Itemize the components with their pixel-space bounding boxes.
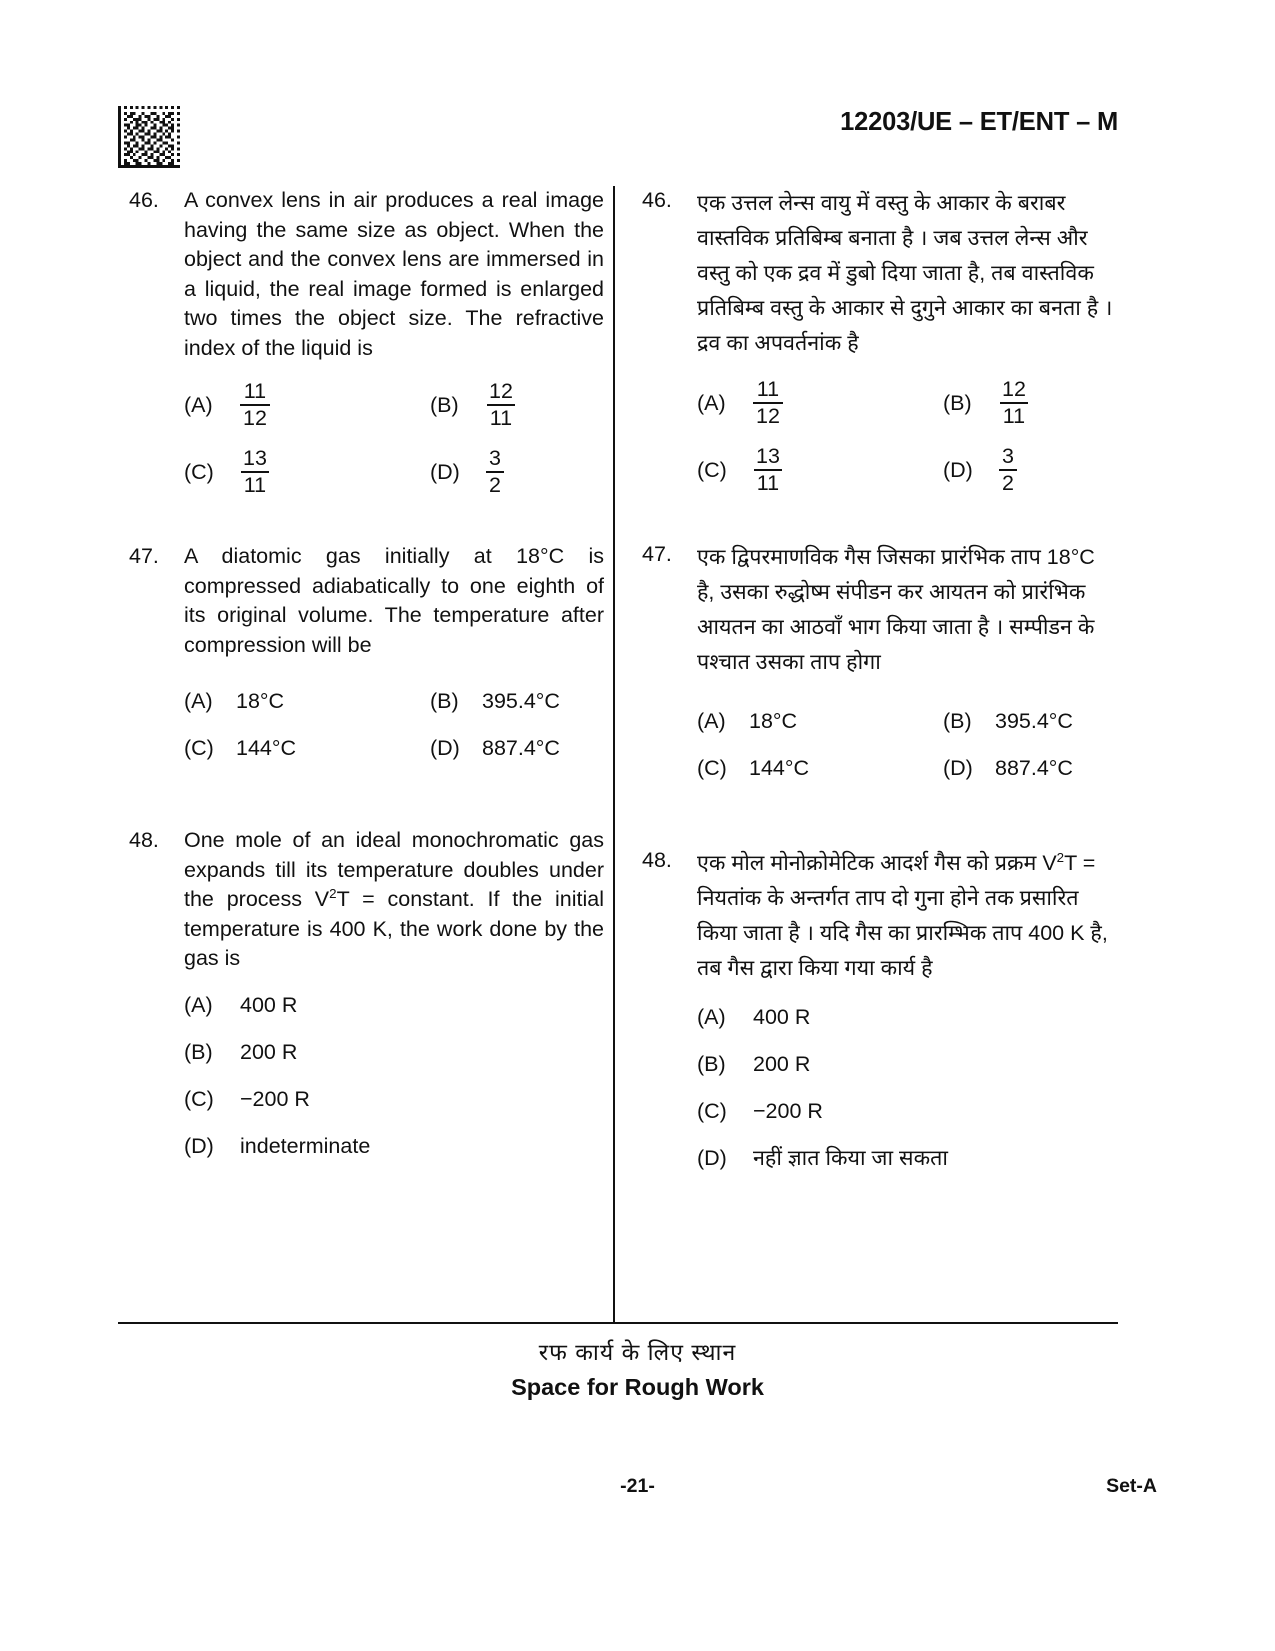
fraction-numerator: 12 xyxy=(1002,377,1026,401)
question-spacer xyxy=(124,780,604,826)
fraction-numerator: 3 xyxy=(1002,444,1014,469)
qr-code-icon xyxy=(118,106,180,168)
english-column xyxy=(124,186,604,1178)
option-tag: (B) xyxy=(430,689,459,714)
option-value: 887.4°C xyxy=(995,756,1073,781)
option-c[interactable] xyxy=(184,447,430,496)
option-d[interactable] xyxy=(430,733,604,763)
option-value: 400 R xyxy=(753,1005,811,1030)
option-tag: (C) xyxy=(697,457,727,482)
option-b[interactable] xyxy=(430,380,604,429)
option-tag: (C) xyxy=(184,1086,214,1111)
option-tag: (D) xyxy=(430,459,460,484)
option-value: 395.4°C xyxy=(482,689,560,714)
option-a[interactable] xyxy=(184,686,430,716)
fraction-numerator: 3 xyxy=(489,446,501,471)
option-tag: (B) xyxy=(943,709,972,734)
option-value: −200 R xyxy=(240,1086,310,1111)
option-d[interactable] xyxy=(184,1131,604,1161)
options-list xyxy=(697,378,1117,494)
page-header xyxy=(118,100,1118,170)
option-fraction xyxy=(486,380,516,429)
fraction-denominator: 12 xyxy=(753,402,783,428)
option-tag: (B) xyxy=(697,1052,726,1077)
options-list xyxy=(184,990,604,1161)
option-value: नहीं ज्ञात किया जा सकता xyxy=(753,1146,948,1171)
fraction-denominator: 2 xyxy=(999,469,1017,495)
option-tag: (C) xyxy=(697,1099,727,1124)
question-spacer xyxy=(637,494,1117,540)
option-fraction xyxy=(240,380,270,429)
fraction-numerator: 13 xyxy=(243,446,267,471)
question-text: A convex lens in air produces a real image having the same size as object. When the object and the convex lens are immersed in a liquid, the real image formed is enlarged two times the object size. The refractive index of the liquid is xyxy=(184,188,604,360)
question-text-part1: एक मोल मोनोक्रोमेटिक आदर्श गैस को प्रक्रम V xyxy=(697,851,1057,876)
option-a[interactable] xyxy=(184,380,430,429)
option-tag: (C) xyxy=(697,756,727,781)
option-d[interactable] xyxy=(697,1143,1117,1173)
option-tag: (C) xyxy=(184,736,214,761)
option-c[interactable] xyxy=(697,445,943,494)
option-c[interactable] xyxy=(697,1096,1117,1126)
question-text-part1: One mole of an ideal monochromatic gas expands till its temperature doubles under the process V xyxy=(184,828,604,912)
option-a[interactable] xyxy=(697,378,943,427)
option-value: 200 R xyxy=(240,1039,298,1064)
option-tag: (A) xyxy=(184,992,213,1017)
option-fraction xyxy=(240,447,270,496)
option-tag: (B) xyxy=(943,390,972,415)
question-number: 47. xyxy=(642,542,672,567)
option-tag: (D) xyxy=(184,1133,214,1158)
option-fraction xyxy=(753,445,783,494)
option-value: 18°C xyxy=(749,709,798,734)
fraction-numerator: 11 xyxy=(243,379,267,403)
rough-work-hindi: रफ कार्य के लिए स्थान xyxy=(538,1339,737,1365)
option-fraction xyxy=(486,447,504,496)
question-number: 48. xyxy=(642,848,672,873)
option-tag: (A) xyxy=(697,1005,726,1030)
option-b[interactable] xyxy=(184,1037,604,1067)
question-text-part2: T = नियतांक के अन्तर्गत ताप दो गुना होने तक प्रसारित किया जाता है । यदि गैस का प्रारम्भिक ताप 400 K है, तब गैस द्वारा किया गया कार्य है xyxy=(697,851,1108,981)
question-text: एक द्विपरमाणविक गैस जिसका प्रारंभिक ताप 18°C है, उसका रुद्धोष्म संपीडन कर आयतन को प्रारंभिक आयतन का आठवाँ भाग किया जाता है । सम्पीडन के पश्चात उसका ताप होगा xyxy=(697,545,1095,675)
question-text: एक उत्तल लेन्स वायु में वस्तु के आकार के बराबर वास्तविक प्रतिबिम्ब बनाता है । जब उत्तल लेन्स और वस्तु को एक द्रव में डुबो दिया जाता है, तब वास्तविक प्रतिबिम्ब वस्तु के आकार से दुगुने आकार का बनता है । द्रव का अपवर्तनांक है xyxy=(697,191,1113,355)
option-tag: (D) xyxy=(430,736,460,761)
option-tag: (D) xyxy=(697,1146,727,1171)
fraction-numerator: 12 xyxy=(489,379,513,403)
option-tag: (D) xyxy=(943,756,973,781)
option-value: −200 R xyxy=(753,1099,823,1124)
option-b[interactable] xyxy=(943,706,1117,736)
question-number: 48. xyxy=(129,828,159,853)
option-d[interactable] xyxy=(943,753,1117,783)
question-spacer xyxy=(637,800,1117,846)
question-48-en xyxy=(124,826,604,1178)
option-c[interactable] xyxy=(184,733,430,763)
option-tag: (A) xyxy=(697,709,726,734)
fraction-denominator: 11 xyxy=(754,469,782,495)
paper-code: 12203/UE – ET/ENT – M xyxy=(840,108,1118,136)
column-divider xyxy=(613,186,615,1323)
option-value: 200 R xyxy=(753,1052,811,1077)
option-tag: (A) xyxy=(184,392,213,417)
question-46-en xyxy=(124,186,604,496)
option-fraction xyxy=(999,445,1017,494)
fraction-denominator: 11 xyxy=(1000,402,1028,428)
exponent: 2 xyxy=(1056,850,1065,866)
options-list xyxy=(697,706,1117,783)
question-text-part2: T = constant. If the initial temperature is 400 K, the work done by the gas is xyxy=(184,887,604,971)
option-tag: (A) xyxy=(697,390,726,415)
option-a[interactable] xyxy=(184,990,604,1020)
bottom-rule xyxy=(118,1322,1118,1324)
fraction-denominator: 12 xyxy=(240,404,270,430)
option-value: indeterminate xyxy=(240,1133,371,1158)
option-b[interactable] xyxy=(943,378,1117,427)
question-48-hi xyxy=(637,846,1117,1190)
exponent: 2 xyxy=(329,886,337,902)
fraction-numerator: 13 xyxy=(756,444,780,469)
option-tag: (C) xyxy=(184,459,214,484)
option-value: 18°C xyxy=(236,689,285,714)
option-d[interactable] xyxy=(430,447,604,496)
set-label: Set-A xyxy=(1106,1475,1157,1497)
option-fraction xyxy=(999,378,1029,427)
question-text xyxy=(697,846,1117,986)
question-number: 47. xyxy=(129,544,159,569)
option-b[interactable] xyxy=(697,1049,1117,1079)
fraction-denominator: 11 xyxy=(241,471,269,497)
option-c[interactable] xyxy=(697,753,943,783)
option-tag: (B) xyxy=(430,392,459,417)
question-spacer xyxy=(124,496,604,542)
hindi-column xyxy=(637,186,1117,1190)
option-c[interactable] xyxy=(184,1084,604,1114)
question-number: 46. xyxy=(642,188,672,212)
options-list xyxy=(184,686,604,763)
option-d[interactable] xyxy=(943,445,1117,494)
option-fraction xyxy=(753,378,783,427)
option-tag: (A) xyxy=(184,689,213,714)
question-text: A diatomic gas initially at 18°C is compressed adiabatically to one eighth of its original volume. The temperature after compression will be xyxy=(184,544,604,657)
option-b[interactable] xyxy=(430,686,604,716)
option-tag: (B) xyxy=(184,1039,213,1064)
option-value: 400 R xyxy=(240,992,298,1017)
option-a[interactable] xyxy=(697,1002,1117,1032)
fraction-denominator: 11 xyxy=(487,404,515,430)
fraction-numerator: 11 xyxy=(756,377,780,401)
question-number: 46. xyxy=(129,188,159,212)
rough-work-english: Space for Rough Work xyxy=(511,1374,764,1400)
option-a[interactable] xyxy=(697,706,943,736)
question-text xyxy=(184,826,604,974)
page-footer xyxy=(0,1335,1275,1403)
options-list xyxy=(184,380,604,496)
option-value: 144°C xyxy=(749,756,809,781)
option-value: 887.4°C xyxy=(482,736,560,761)
option-value: 144°C xyxy=(236,736,296,761)
option-tag: (D) xyxy=(943,457,973,482)
page-number: -21- xyxy=(620,1475,655,1497)
question-47-en xyxy=(124,542,604,780)
question-46-hi xyxy=(637,186,1117,494)
options-list xyxy=(697,1002,1117,1173)
question-47-hi xyxy=(637,540,1117,800)
option-value: 395.4°C xyxy=(995,709,1073,734)
fraction-denominator: 2 xyxy=(486,471,504,497)
